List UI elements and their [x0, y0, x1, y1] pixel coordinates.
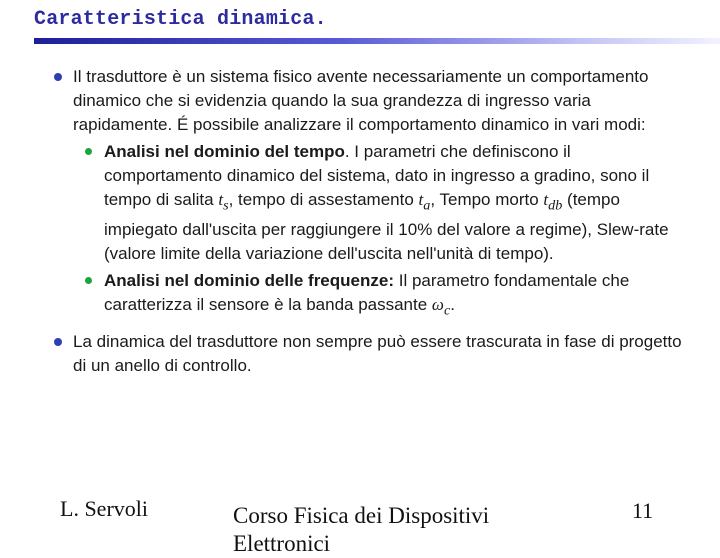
sub-heading-frequency: Analisi nel dominio delle frequenze: [104, 271, 394, 291]
bullet-text-1: Il trasduttore è un sistema fisico avente necessariamente un comportamento dinamico che si evidenzia quando la sua grandezza di ingresso varia rapidamente. É possibile analizzare il comportamento dinamico in vari modi: [73, 67, 649, 135]
sub-bullet-icon [85, 148, 92, 155]
bullet-item-2 [52, 330, 692, 378]
symbol-wc: $\omega_c$ [431, 295, 451, 319]
sub-item-time-domain [83, 140, 692, 266]
bullet-text-2: La dinamica del trasduttore non sempre può essere trascurata in fase di progetto di un anello di controllo. [73, 331, 682, 376]
footer-author: L. Servoli [60, 496, 148, 521]
bullet-icon [54, 73, 62, 81]
sub-bullet-icon [85, 277, 92, 284]
sub-item-frequency-domain [83, 269, 692, 323]
sub-text-time-a: . I parametri che definiscono il comportamento dinamico del sistema, dato in ingresso a gradino, sono il tempo di salita [104, 141, 650, 210]
sub-heading-time: Analisi nel dominio del tempo [104, 141, 345, 161]
slide-title: Caratteristica dinamica. [34, 8, 327, 31]
symbol-ta: $t_a$ [418, 190, 431, 214]
sub-text-time-c: , Tempo morto [430, 190, 544, 210]
symbol-tdb: $t_{db}$ [543, 190, 563, 214]
slide-content [52, 65, 692, 378]
sub-list [83, 140, 692, 323]
bullet-icon [54, 338, 62, 346]
title-rule [34, 38, 720, 44]
sub-text-frequency-a: Il parametro fondamentale che caratterizza il sensore è la banda passante [104, 271, 630, 315]
sub-text-time-b: , tempo di assestamento [228, 190, 419, 210]
footer-page-number: 11 [632, 498, 654, 523]
sub-text-time-d: (tempo impiegato dall'uscita per raggiungere il 10% del valore a regime), Slew-rate (valore limite della variazione dell'uscita nell'unità di tempo). [104, 190, 669, 263]
bullet-item-1 [52, 65, 692, 138]
footer-course: Corso Fisica dei Dispositivi Elettronici [233, 503, 490, 556]
sub-text-frequency-b: . [450, 295, 455, 315]
symbol-ts: $t_s$ [218, 190, 229, 214]
